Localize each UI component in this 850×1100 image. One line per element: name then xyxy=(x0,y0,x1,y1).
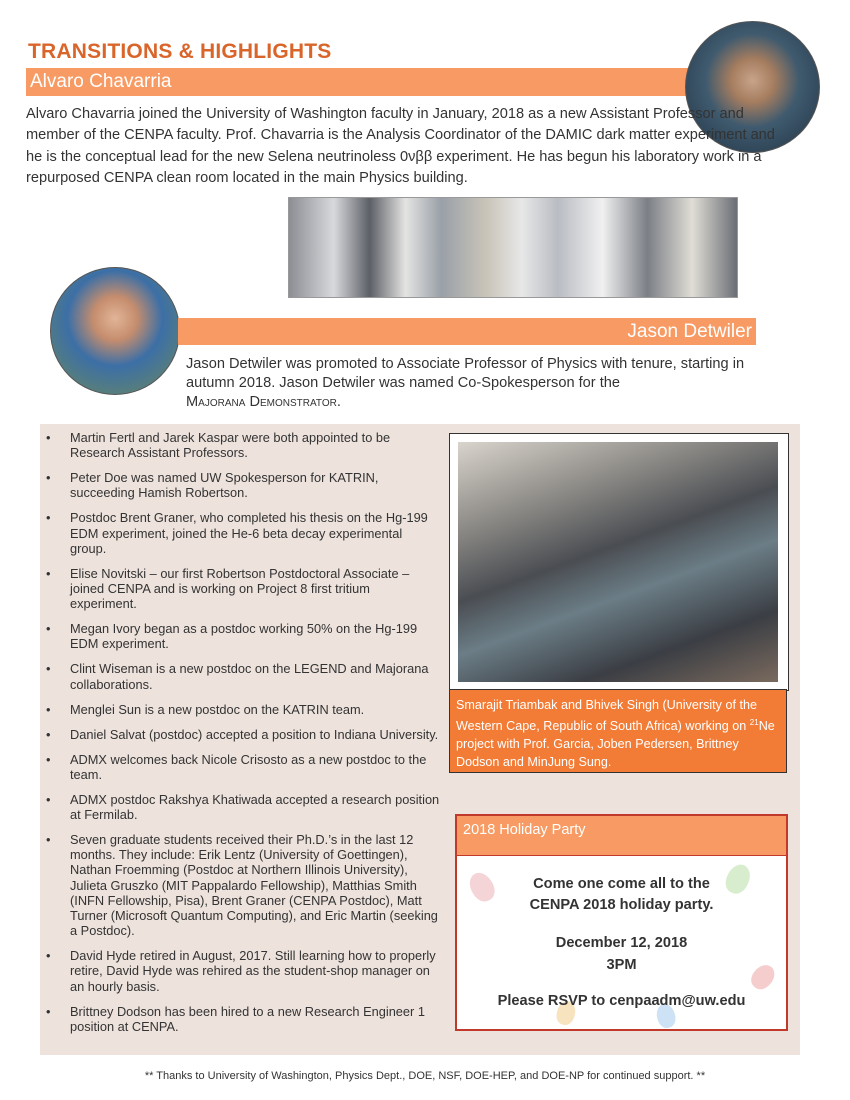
highlight-item: • Seven graduate students received their Ph.D.’s in the last 12 months. They include: Erik Lentz (University of Goettingen), Nathan Froemming (Postdoc at Northern Illinois University), Julieta Gruszko (MIT Pappalardo Fellowship), Matthias Smith (INFN Fellowship, Pisa), Brent Graner (CENPA Postdoc), Matt Turner (Microsoft Quantum Computing), and Eric Martin (seeking a Postdoc). xyxy=(40,832,440,938)
highlight-item: • Daniel Salvat (postdoc) accepted a position to Indiana University. xyxy=(40,727,440,742)
highlight-item: • Megan Ivory began as a postdoc working 50% on the Hg-199 EDM experiment. xyxy=(40,621,440,651)
highlight-item: • Elise Novitski – our first Robertson Postdoctoral Associate – joined CENPA and is working on Project 8 first tritium experiment. xyxy=(40,566,440,612)
photo-caption xyxy=(449,689,787,773)
party-time: 3PM xyxy=(606,957,637,973)
alvaro-bio: Alvaro Chavarria joined the University of Washington faculty in January, 2018 as a new Assistant Professor and member of the CENPA faculty. Prof. Chavarria is the Analysis Coordinator of the DAMIC dark matter experiment and he is the conceptual lead for the new Selena neutrinoless 0νββ experiment. He has begun his laboratory work in a repurposed CENPA clean room located in the main Physics building. xyxy=(26,106,775,187)
party-date: December 12, 2018 xyxy=(555,935,688,951)
highlight-item: • Menglei Sun is a new postdoc on the KATRIN team. xyxy=(40,702,440,717)
highlight-item: • Clint Wiseman is a new postdoc on the LEGEND and Majorana collaborations. xyxy=(40,661,440,691)
party-rsvp: Please RSVP to cenpaadm@uw.edu xyxy=(497,993,746,1009)
jason-bio-project: Majorana Demonstrator. xyxy=(186,394,341,410)
acknowledgement-footer: ** Thanks to University of Washington, Physics Dept., DOE, NSF, DOE-HEP, and DOE-NP for continued support. ** xyxy=(144,1070,706,1082)
caption-superscript: 21 xyxy=(749,718,759,727)
alvaro-name-banner: Alvaro Chavarria xyxy=(26,68,716,96)
party-invite-text: Come one come all to the CENPA 2018 holiday party. xyxy=(529,876,714,913)
party-datetime xyxy=(457,932,786,976)
highlight-item: • Postdoc Brent Graner, who completed his thesis on the Hg-199 EDM experiment, joined the He-6 beta decay experimental group. xyxy=(40,510,440,556)
section-title: TRANSITIONS & HIGHLIGHTS xyxy=(28,40,332,63)
jason-bio-text: Jason Detwiler was promoted to Associate Professor of Physics with tenure, starting in autumn 2018. Jason Detwiler was named Co-Spokesperson for the xyxy=(186,356,745,391)
caption-text-2: Ne project with Prof. Garcia, Joben Pedersen, Brittney Dodson and MinJung Sung. xyxy=(456,719,775,770)
jason-name-banner: Jason Detwiler xyxy=(178,318,756,345)
highlight-item: • Brittney Dodson has been hired to a new Research Engineer 1 position at CENPA. xyxy=(40,1004,440,1034)
highlight-item: • Martin Fertl and Jarek Kaspar were both appointed to be Research Assistant Professors. xyxy=(40,430,440,460)
highlights-list xyxy=(40,430,440,1044)
highlight-item: • Peter Doe was named UW Spokesperson for KATRIN, succeeding Hamish Robertson. xyxy=(40,470,440,500)
jason-portrait-photo xyxy=(50,267,180,395)
caption-text-1: Smarajit Triambak and Bhivek Singh (University of the Western Cape, Republic of South Africa) working on xyxy=(456,698,757,734)
holiday-party-header: 2018 Holiday Party xyxy=(455,814,788,856)
holiday-party-card xyxy=(455,856,788,1031)
jason-bio xyxy=(186,355,786,412)
clean-room-panorama-photo xyxy=(288,197,738,298)
highlight-item: • ADMX postdoc Rakshya Khatiwada accepted a research position at Fermilab. xyxy=(40,792,440,822)
lab-group-photo xyxy=(458,442,778,682)
highlight-item: • ADMX welcomes back Nicole Crisosto as a new postdoc to the team. xyxy=(40,752,440,782)
highlight-item: • David Hyde retired in August, 2017. Still learning how to properly retire, David Hyde was rehired as the student-shop manager on an hourly basis. xyxy=(40,948,440,994)
